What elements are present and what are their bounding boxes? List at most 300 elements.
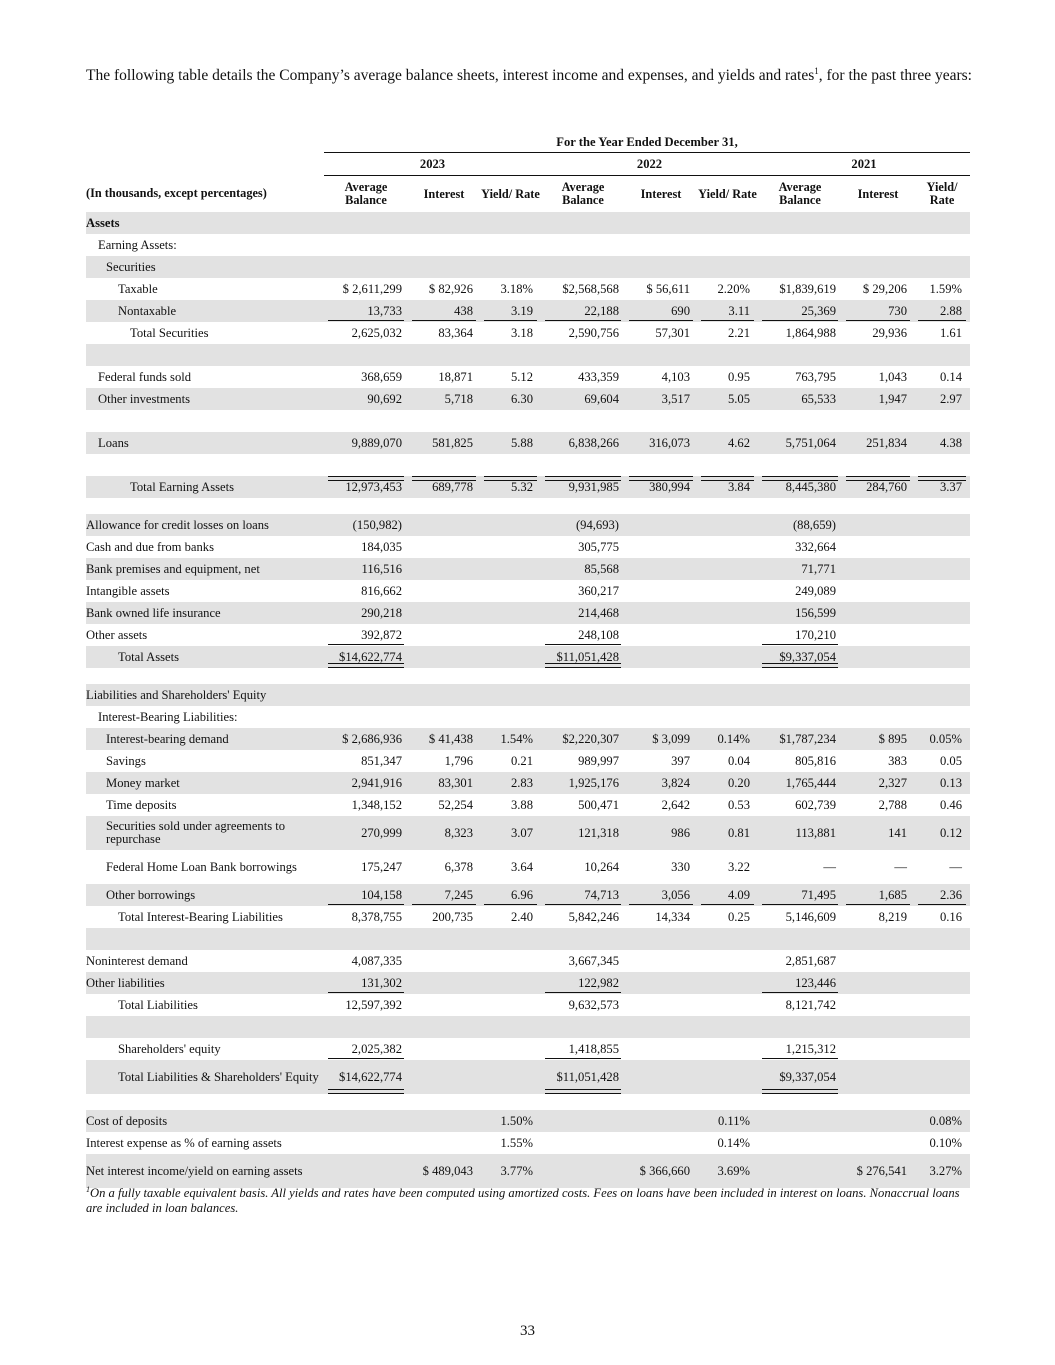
average-balance-cell: 71,771 (758, 558, 842, 580)
spacer-row (86, 344, 970, 366)
table-row (86, 1132, 970, 1154)
yield-rate-cell (480, 950, 541, 972)
interest-cell (842, 1016, 914, 1038)
interest-cell (408, 454, 480, 476)
yield-rate-cell (697, 684, 758, 706)
interest-cell (625, 234, 697, 256)
row-label: Savings (106, 753, 146, 768)
average-balance-cell: $ 2,611,299 (342, 281, 402, 296)
yield-rate-cell (480, 212, 541, 234)
yield-rate-cell: 0.08% (914, 1110, 970, 1132)
yield-rate-cell: — (949, 859, 963, 874)
footnote-marker: 1 (814, 65, 819, 76)
interest-cell (842, 646, 914, 668)
interest-cell: 1,947 (842, 388, 914, 410)
interest-cell (625, 972, 697, 994)
yield-rate-cell (914, 514, 970, 536)
table-title: For the Year Ended December 31, (324, 132, 970, 153)
interest-cell: 438 (408, 300, 480, 322)
yield-rate-cell (697, 514, 758, 536)
yield-rate-cell (697, 646, 758, 668)
yield-rate-cell (697, 256, 758, 278)
table-row (86, 850, 970, 884)
spacer-row (86, 1016, 970, 1038)
yield-rate-cell: 0.16 (939, 909, 963, 924)
interest-cell: $ 3,099 (625, 728, 697, 750)
yield-rate-cell (480, 994, 541, 1016)
yield-rate-cell: 0.10% (929, 1135, 963, 1150)
interest-cell (625, 454, 697, 476)
interest-cell: 29,936 (872, 325, 907, 340)
yield-rate-cell: 5.32 (480, 476, 541, 498)
average-balance-cell (758, 256, 842, 278)
yield-rate-cell (480, 514, 541, 536)
intro-paragraph (86, 66, 972, 86)
average-balance-cell (541, 1132, 625, 1154)
interest-cell (842, 558, 914, 580)
row-label (86, 454, 324, 476)
yield-rate-cell: 0.14% (717, 1135, 750, 1150)
table-row (86, 772, 970, 794)
interest-cell (842, 344, 914, 366)
interest-cell: $ 82,926 (428, 281, 473, 296)
table-row (86, 602, 970, 624)
yield-rate-cell (480, 234, 541, 256)
table-row (86, 972, 970, 994)
average-balance-cell: 123,446 (758, 972, 842, 994)
average-balance-cell (758, 498, 842, 514)
yield-rate-cell (697, 624, 758, 646)
average-balance-cell (758, 234, 842, 256)
yield-rate-cell: 0.95 (727, 369, 750, 384)
row-label: Interest-Bearing Liabilities: (98, 709, 238, 724)
interest-cell (408, 602, 480, 624)
average-balance-cell: 3,667,345 (568, 953, 619, 968)
col-average-balance: Average Balance (344, 180, 388, 207)
row-label: Earning Assets: (98, 237, 177, 252)
average-balance-cell (758, 410, 842, 432)
average-balance-cell (324, 684, 408, 706)
average-balance-cell: 2,941,916 (324, 772, 408, 794)
interest-cell (625, 706, 697, 728)
interest-cell (408, 668, 480, 684)
row-label (86, 668, 324, 684)
interest-cell (408, 1060, 480, 1094)
yield-rate-cell: 3.19 (480, 300, 541, 322)
average-balance-cell: 1,348,152 (351, 797, 402, 812)
average-balance-cell: 816,662 (361, 583, 402, 598)
average-balance-cell (758, 684, 842, 706)
yield-rate-cell: 1.54% (480, 728, 541, 750)
interest-cell (842, 256, 914, 278)
interest-cell: 141 (842, 816, 914, 850)
row-label: Nontaxable (86, 300, 324, 322)
interest-cell (408, 212, 480, 234)
interest-cell (625, 558, 697, 580)
table-row (86, 366, 970, 388)
yield-rate-cell: 0.12 (914, 816, 970, 850)
average-balance-cell: 249,089 (795, 583, 836, 598)
year-2021-header: 2021 (758, 153, 970, 176)
yield-rate-cell (697, 668, 758, 684)
average-balance-cell: 12,597,392 (345, 997, 402, 1012)
yield-rate-cell: 2.97 (914, 388, 970, 410)
interest-cell (842, 1110, 914, 1132)
yield-rate-cell (480, 256, 541, 278)
yield-rate-cell: 6.30 (480, 388, 541, 410)
interest-cell (842, 536, 914, 558)
row-label: Liabilities and Shareholders' Equity (86, 684, 324, 706)
yield-rate-cell (914, 234, 970, 256)
average-balance-cell: 4,087,335 (351, 953, 402, 968)
yield-rate-cell (697, 1094, 758, 1110)
average-balance-cell: 433,359 (578, 369, 619, 384)
interest-cell (408, 558, 480, 580)
spacer-row (86, 928, 970, 950)
table-row (86, 728, 970, 750)
yield-rate-cell (914, 580, 970, 602)
yield-rate-cell: 4.38 (914, 432, 970, 454)
interest-cell (842, 928, 914, 950)
row-label: Other assets (86, 627, 148, 642)
average-balance-cell: 9,931,985 (541, 476, 625, 498)
yield-rate-cell: 1.55% (500, 1135, 533, 1150)
interest-cell (842, 624, 914, 646)
interest-cell: 4,103 (661, 369, 690, 384)
yield-rate-cell: 3.88 (510, 797, 533, 812)
interest-cell (625, 1060, 697, 1094)
yield-rate-cell (480, 580, 541, 602)
average-balance-cell (541, 1154, 625, 1188)
average-balance-cell: 5,146,609 (785, 909, 836, 924)
interest-cell (842, 706, 914, 728)
interest-cell (625, 256, 697, 278)
row-label: Total Earning Assets (86, 476, 324, 498)
table-row (86, 684, 970, 706)
col-interest: Interest (857, 186, 899, 201)
average-balance-cell (324, 454, 408, 476)
average-balance-cell (758, 1016, 842, 1038)
average-balance-cell: 85,568 (541, 558, 625, 580)
row-label: Shareholders' equity (118, 1041, 221, 1056)
row-label: Other liabilities (86, 972, 324, 994)
yield-rate-cell: 3.18% (500, 281, 533, 296)
yield-rate-cell (480, 928, 541, 950)
row-label: Securities (86, 256, 324, 278)
yield-rate-cell (697, 994, 758, 1016)
interest-cell: 3,056 (625, 884, 697, 906)
yield-rate-cell: 0.14 (939, 369, 963, 384)
interest-cell: 83,364 (438, 325, 473, 340)
interest-cell (625, 950, 697, 972)
interest-cell: 5,718 (408, 388, 480, 410)
interest-cell: $ 29,206 (862, 281, 907, 296)
average-balance-cell (758, 1110, 842, 1132)
interest-cell: 57,301 (655, 325, 690, 340)
row-label: Allowance for credit losses on loans (86, 514, 324, 536)
yield-rate-cell: 2.20% (717, 281, 750, 296)
yield-rate-cell (480, 1060, 541, 1094)
yield-rate-cell (914, 994, 970, 1016)
average-balance-cell: 25,369 (758, 300, 842, 322)
row-label: Securities sold under agreements to repurchase (86, 816, 324, 850)
interest-cell: 7,245 (408, 884, 480, 906)
yield-rate-cell: 0.25 (727, 909, 750, 924)
average-balance-cell: 175,247 (361, 859, 402, 874)
average-balance-cell: 5,842,246 (568, 909, 619, 924)
yield-rate-cell: 3.07 (480, 816, 541, 850)
row-label: Other borrowings (86, 884, 324, 906)
interest-cell (842, 498, 914, 514)
table-row (86, 1060, 970, 1094)
average-balance-cell: 805,816 (795, 753, 836, 768)
row-label: Money market (86, 772, 324, 794)
average-balance-cell (324, 498, 408, 514)
yield-rate-cell (697, 928, 758, 950)
table-row (86, 794, 970, 816)
spacer-row (86, 410, 970, 432)
average-balance-cell (324, 928, 408, 950)
interest-cell (625, 1016, 697, 1038)
interest-cell (842, 212, 914, 234)
yield-rate-cell: 3.27% (914, 1154, 970, 1188)
average-balance-cell: 2,625,032 (351, 325, 402, 340)
yield-rate-cell: 3.11 (697, 300, 758, 322)
row-label: Interest-bearing demand (86, 728, 324, 750)
average-balance-cell: 8,121,742 (785, 997, 836, 1012)
average-balance-cell: 1,925,176 (541, 772, 625, 794)
interest-cell (408, 344, 480, 366)
interest-cell: 3,824 (625, 772, 697, 794)
interest-cell (625, 684, 697, 706)
average-balance-cell (758, 706, 842, 728)
interest-cell (842, 1060, 914, 1094)
yield-rate-cell: 3.18 (510, 325, 533, 340)
yield-rate-cell (697, 498, 758, 514)
average-balance-cell (541, 1110, 625, 1132)
average-balance-cell: $2,220,307 (541, 728, 625, 750)
row-label: Taxable (118, 281, 158, 296)
average-balance-cell (324, 410, 408, 432)
average-balance-cell: $14,622,774 (324, 646, 408, 668)
interest-cell: $ 366,660 (625, 1154, 697, 1188)
unit-label: (In thousands, except percentages) (86, 186, 267, 201)
yield-rate-cell: 0.21 (510, 753, 533, 768)
average-balance-cell: 170,210 (758, 624, 842, 646)
average-balance-cell: 104,158 (324, 884, 408, 906)
table-row (86, 646, 970, 668)
interest-cell (408, 972, 480, 994)
yield-rate-cell (914, 536, 970, 558)
table-row (86, 514, 970, 536)
interest-cell (408, 1110, 480, 1132)
average-balance-cell (758, 212, 842, 234)
yield-rate-cell: 6.96 (480, 884, 541, 906)
header-columns-row (86, 176, 970, 213)
interest-cell (842, 1132, 914, 1154)
average-balance-cell: 9,889,070 (324, 432, 408, 454)
average-balance-cell: 13,733 (324, 300, 408, 322)
average-balance-cell: 2,851,687 (785, 953, 836, 968)
average-balance-cell: 500,471 (578, 797, 619, 812)
table-row (86, 278, 970, 300)
interest-cell: 690 (625, 300, 697, 322)
interest-cell: 380,994 (625, 476, 697, 498)
average-balance-cell: 113,881 (758, 816, 842, 850)
average-balance-cell (541, 234, 625, 256)
average-balance-table (86, 132, 970, 1188)
interest-cell (408, 536, 480, 558)
spacer-row (86, 668, 970, 684)
row-label: Loans (86, 432, 324, 454)
interest-cell: $ 276,541 (842, 1154, 914, 1188)
yield-rate-cell (914, 1016, 970, 1038)
row-label: Total Securities (130, 325, 209, 340)
yield-rate-cell (914, 1038, 970, 1060)
interest-cell (625, 514, 697, 536)
col-yield-rate: Yield/ Rate (926, 180, 958, 207)
yield-rate-cell (697, 1060, 758, 1094)
average-balance-cell (324, 1154, 408, 1188)
col-interest: Interest (640, 186, 682, 201)
average-balance-cell (758, 344, 842, 366)
yield-rate-cell: 3.84 (697, 476, 758, 498)
interest-cell (842, 454, 914, 476)
average-balance-cell: 9,632,573 (568, 997, 619, 1012)
interest-cell: — (894, 859, 907, 874)
yield-rate-cell (480, 410, 541, 432)
interest-cell (408, 950, 480, 972)
yield-rate-cell (480, 454, 541, 476)
interest-cell (842, 972, 914, 994)
interest-cell (842, 514, 914, 536)
yield-rate-cell: 3.22 (727, 859, 750, 874)
yield-rate-cell (480, 668, 541, 684)
interest-cell: 1,796 (444, 753, 473, 768)
table-row (86, 388, 970, 410)
average-balance-cell: 8,445,380 (758, 476, 842, 498)
interest-cell: 14,334 (655, 909, 690, 924)
average-balance-cell (541, 684, 625, 706)
yield-rate-cell (480, 536, 541, 558)
table-row (86, 536, 970, 558)
spacer-row (86, 498, 970, 514)
average-balance-cell: 131,302 (324, 972, 408, 994)
interest-cell (408, 624, 480, 646)
table-row (86, 432, 970, 454)
interest-cell (842, 684, 914, 706)
yield-rate-cell (914, 1060, 970, 1094)
row-label: Intangible assets (86, 583, 170, 598)
interest-cell (625, 580, 697, 602)
average-balance-cell: (150,982) (324, 514, 408, 536)
row-label: Total Interest-Bearing Liabilities (118, 909, 283, 924)
yield-rate-cell (914, 498, 970, 514)
average-balance-cell: 22,188 (541, 300, 625, 322)
header-title-row (86, 132, 970, 153)
yield-rate-cell (914, 624, 970, 646)
yield-rate-cell: 1.59% (929, 281, 963, 296)
interest-cell (842, 668, 914, 684)
interest-cell: 284,760 (842, 476, 914, 498)
average-balance-cell: 602,739 (795, 797, 836, 812)
interest-cell (408, 256, 480, 278)
average-balance-cell: 1,765,444 (758, 772, 842, 794)
yield-rate-cell (697, 1038, 758, 1060)
col-interest: Interest (423, 186, 465, 201)
average-balance-cell (541, 928, 625, 950)
yield-rate-cell: 1.50% (480, 1110, 541, 1132)
row-label: Cost of deposits (86, 1110, 324, 1132)
row-label (86, 928, 324, 950)
row-label (86, 410, 324, 432)
yield-rate-cell (697, 602, 758, 624)
average-balance-cell (541, 706, 625, 728)
yield-rate-cell (914, 602, 970, 624)
yield-rate-cell (914, 950, 970, 972)
interest-cell: 52,254 (438, 797, 473, 812)
average-balance-cell: — (823, 859, 836, 874)
yield-rate-cell (914, 646, 970, 668)
average-balance-cell: 71,495 (758, 884, 842, 906)
yield-rate-cell (914, 668, 970, 684)
yield-rate-cell (914, 1094, 970, 1110)
yield-rate-cell: 3.37 (914, 476, 970, 498)
interest-cell (408, 1038, 480, 1060)
table-row (86, 300, 970, 322)
yield-rate-cell (914, 558, 970, 580)
yield-rate-cell: 3.64 (510, 859, 533, 874)
interest-cell: 316,073 (625, 432, 697, 454)
yield-rate-cell (697, 536, 758, 558)
average-balance-cell: 1,418,855 (541, 1038, 625, 1060)
interest-cell (408, 410, 480, 432)
yield-rate-cell (697, 410, 758, 432)
interest-cell (625, 646, 697, 668)
yield-rate-cell: 5.12 (510, 369, 533, 384)
intro-text-before: The following table details the Company’s average balance sheets, interest income and expenses, and yields and rates (86, 67, 815, 84)
yield-rate-cell (697, 706, 758, 728)
average-balance-cell: 2,590,756 (568, 325, 619, 340)
interest-cell (842, 994, 914, 1016)
yield-rate-cell: 2.36 (914, 884, 970, 906)
yield-rate-cell (697, 1016, 758, 1038)
interest-cell (408, 928, 480, 950)
interest-cell: 8,219 (878, 909, 907, 924)
table-row (86, 558, 970, 580)
interest-cell (625, 1038, 697, 1060)
average-balance-cell: 8,378,755 (351, 909, 402, 924)
interest-cell (625, 668, 697, 684)
interest-cell (625, 498, 697, 514)
footnote-text: On a fully taxable equivalent basis. All yields and rates have been computed using amortized costs. Fees on loans have been included in interest on loans. Nonaccrual loans are included in loan balances. (86, 1186, 960, 1215)
average-balance-cell (541, 1016, 625, 1038)
average-balance-cell: 184,035 (361, 539, 402, 554)
average-balance-cell: 6,838,266 (541, 432, 625, 454)
row-label: Noninterest demand (86, 953, 188, 968)
interest-cell (842, 580, 914, 602)
average-balance-cell: $11,051,428 (541, 646, 625, 668)
yield-rate-cell: 2.40 (510, 909, 533, 924)
yield-rate-cell: 4.62 (697, 432, 758, 454)
average-balance-cell: 12,973,453 (324, 476, 408, 498)
average-balance-cell (324, 1110, 408, 1132)
average-balance-cell (324, 668, 408, 684)
interest-cell (842, 602, 914, 624)
row-label: Other investments (86, 388, 324, 410)
yield-rate-cell: 0.04 (727, 753, 750, 768)
average-balance-cell (324, 1016, 408, 1038)
